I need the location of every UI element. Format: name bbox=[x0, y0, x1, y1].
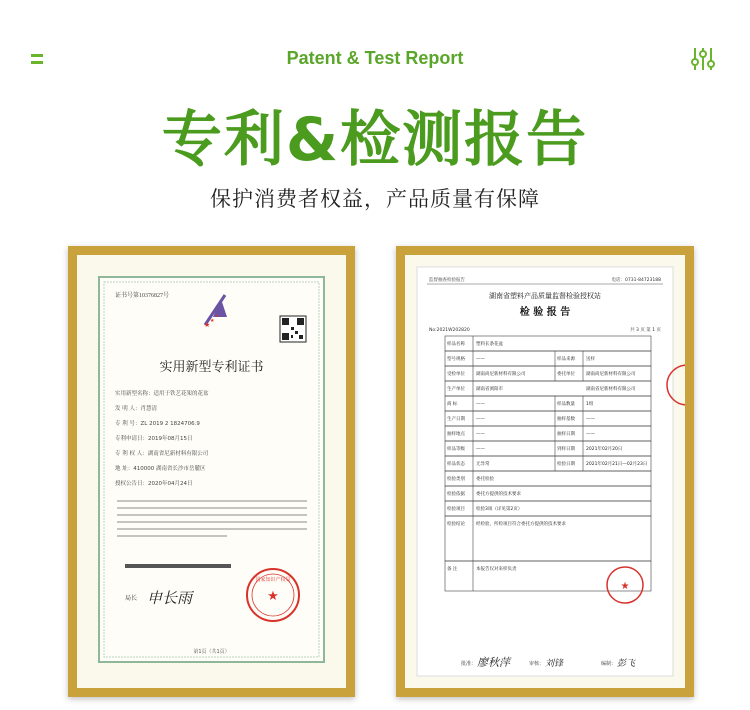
table-cell: —— bbox=[476, 447, 485, 452]
qr-code-icon bbox=[280, 316, 306, 342]
table-cell: 委托检验 bbox=[476, 477, 494, 482]
table-cell: 型号规格 bbox=[447, 357, 465, 362]
table-cell: —— bbox=[476, 402, 485, 407]
cert-field: 专 利 号：ZL 2019 2 1824706.9 bbox=[115, 421, 200, 427]
table-cell: 样品来源 bbox=[557, 357, 575, 362]
patent-certificate-frame bbox=[68, 246, 355, 697]
cert-field: 授权公告日：2020年04月24日 bbox=[115, 481, 193, 487]
cert-field: 发 明 人：肖慧清 bbox=[115, 406, 157, 412]
table-cell: 无异常 bbox=[476, 462, 490, 467]
table-cell: 生产日期 bbox=[447, 417, 465, 422]
svg-text:★: ★ bbox=[204, 321, 211, 329]
table-cell: 委托单位 bbox=[557, 372, 575, 377]
svg-text:★: ★ bbox=[215, 313, 219, 318]
reviewed-signature: 刘锋 bbox=[545, 659, 564, 669]
table-cell: 湖南省尼新材料有限公司 bbox=[586, 387, 636, 392]
barcode-icon bbox=[125, 564, 231, 568]
reviewed-label: 审核： bbox=[529, 661, 545, 667]
director-signature: 申长雨 bbox=[147, 589, 193, 607]
table-cell: 湖南尚尼新材料有限公司 bbox=[586, 372, 636, 377]
cert-field: 实用新型名称：适用于铁艺花架的花盆 bbox=[115, 391, 209, 397]
certificate-footer: 第1页（共1页） bbox=[193, 649, 230, 655]
table-cell: 生产单位 bbox=[447, 387, 465, 392]
table-cell: 样品等级 bbox=[447, 447, 465, 452]
table-cell: 1组 bbox=[586, 402, 594, 407]
table-cell: 检验项目 bbox=[447, 507, 465, 512]
report-header-right: 电话：0731-84723188 bbox=[611, 278, 661, 283]
report-number: No:2021W202820 bbox=[429, 328, 470, 333]
table-cell: 到样日期 bbox=[557, 447, 575, 452]
table-cell: —— bbox=[586, 432, 595, 437]
table-cell: —— bbox=[476, 417, 485, 422]
approved-signature: 廖秋萍 bbox=[477, 656, 510, 669]
test-report bbox=[405, 255, 685, 688]
table-cell: 本报告仅对来样负责 bbox=[476, 567, 517, 572]
table-cell: 送样 bbox=[586, 357, 595, 362]
tested-label: 编制： bbox=[601, 661, 617, 667]
table-cell: —— bbox=[476, 432, 485, 437]
report-title: 检 验 报 告 bbox=[519, 307, 571, 318]
table-cell: 抽样基数 bbox=[557, 417, 575, 422]
report-org: 湖南省塑料产品质量监督检验授权站 bbox=[489, 292, 601, 300]
patent-certificate bbox=[77, 255, 346, 688]
svg-text:★: ★ bbox=[267, 589, 279, 604]
table-cell: 样品名称 bbox=[447, 342, 465, 347]
table-cell: 检验依据 bbox=[447, 492, 465, 497]
approved-label: 批准： bbox=[461, 661, 477, 667]
bureau-label: 局长 bbox=[125, 595, 138, 602]
cert-field: 地 址：410000 湖南省长沙市岳麓区 bbox=[115, 466, 206, 472]
table-cell: 样品数量 bbox=[557, 402, 575, 407]
table-cell: 备 注 bbox=[447, 567, 458, 572]
table-cell: —— bbox=[476, 357, 485, 362]
table-cell: 检验结论 bbox=[447, 522, 465, 527]
table-cell: 湖南尚尼新材料有限公司 bbox=[476, 372, 526, 377]
table-cell: 2021年02月20日 bbox=[586, 447, 623, 452]
cert-field: 专利申请日：2019年08月15日 bbox=[115, 436, 193, 442]
table-cell: 商 标 bbox=[447, 402, 458, 407]
table-cell: 检验类别 bbox=[447, 477, 465, 482]
certificate-serial: 证书号第10376827号 bbox=[115, 293, 170, 299]
table-cell: 委托方提供的技术要求 bbox=[476, 492, 521, 497]
tested-signature: 彭飞 bbox=[617, 659, 636, 669]
svg-text:★: ★ bbox=[210, 318, 215, 324]
report-header-left: 监督抽查检验报告 bbox=[429, 278, 465, 283]
table-cell: 2021年02月21日—02月23日 bbox=[586, 462, 648, 467]
certificate-title: 实用新型专利证书 bbox=[159, 360, 264, 375]
table-cell: 经检验，所检项目符合委托方提供的技术要求 bbox=[476, 522, 566, 527]
table-cell: 检验3项（详见第2页） bbox=[476, 507, 523, 512]
table-cell: 抽样日期 bbox=[557, 432, 575, 437]
svg-text:国家知识产权局: 国家知识产权局 bbox=[255, 577, 291, 583]
table-cell: —— bbox=[586, 417, 595, 422]
header-title: Patent & Test Report bbox=[286, 48, 464, 68]
cert-field: 专 利 权 人：湖南省尼新材料有限公司 bbox=[115, 451, 209, 457]
table-cell: 湖南省浏阳市 bbox=[476, 387, 503, 392]
report-page: 共 3 页 第 1 页 bbox=[630, 328, 661, 333]
table-cell: 样品状态 bbox=[447, 462, 465, 467]
test-report-frame bbox=[396, 246, 694, 697]
svg-text:★: ★ bbox=[620, 581, 630, 592]
page-title: 专利&检测报告 bbox=[161, 105, 589, 175]
table-cell: 检验日期 bbox=[557, 462, 575, 467]
page-subtitle: 保护消费者权益，产品质量有保障 bbox=[210, 187, 540, 211]
table-cell: 受检单位 bbox=[447, 372, 465, 377]
table-cell: 塑料长条花盆 bbox=[476, 342, 503, 347]
table-cell: 抽样地点 bbox=[447, 432, 465, 437]
